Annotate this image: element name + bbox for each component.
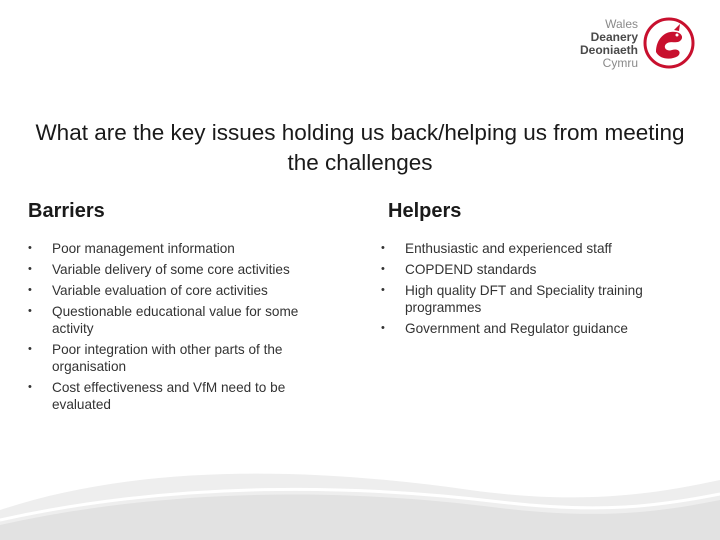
list-item — [381, 320, 681, 337]
barriers-list — [28, 240, 328, 417]
list-item — [381, 261, 681, 278]
bullet: • — [28, 284, 32, 296]
list-item — [381, 282, 681, 316]
list-item — [28, 240, 328, 257]
list-item-text: Enthusiastic and experienced staff — [405, 241, 612, 256]
dragon-icon — [642, 16, 696, 70]
bullet: • — [28, 242, 32, 254]
logo-line-cymru: Cymru — [602, 56, 638, 70]
bullet: • — [381, 284, 385, 296]
logo-line-deanery: Deanery — [590, 30, 638, 44]
list-item-text: Variable delivery of some core activities — [52, 262, 290, 277]
list-item — [28, 379, 328, 413]
bullet: • — [28, 343, 32, 355]
list-item — [381, 240, 681, 257]
logo-line-wales: Wales — [605, 17, 638, 31]
bullet: • — [381, 322, 385, 334]
list-item-text: Variable evaluation of core activities — [52, 283, 268, 298]
list-item-text: Government and Regulator guidance — [405, 321, 628, 336]
list-item-text: High quality DFT and Speciality training programmes — [405, 283, 643, 315]
list-item-text: Poor management information — [52, 241, 235, 256]
helpers-list — [381, 240, 681, 341]
bullet: • — [381, 242, 385, 254]
bullet: • — [28, 305, 32, 317]
list-item — [28, 341, 328, 375]
list-item-text: COPDEND standards — [405, 262, 537, 277]
list-item-text: Cost effectiveness and VfM need to be evaluated — [52, 380, 286, 412]
bullet: • — [381, 263, 385, 275]
decorative-wave — [0, 450, 720, 540]
list-item-text: Poor integration with other parts of the organisation — [52, 342, 283, 374]
wales-deanery-logo — [566, 14, 696, 76]
logo-line-deoniaeth: Deoniaeth — [579, 43, 638, 57]
list-item-text: Questionable educational value for some activity — [52, 304, 299, 336]
bullet: • — [28, 381, 32, 393]
logo-text — [580, 18, 638, 70]
helpers-heading: Helpers — [388, 200, 462, 222]
barriers-heading: Barriers — [28, 200, 105, 222]
list-item — [28, 261, 328, 278]
list-item — [28, 282, 328, 299]
list-item — [28, 303, 328, 337]
bullet: • — [28, 263, 32, 275]
slide-title: What are the key issues holding us back/helping us from meeting the challenges — [35, 120, 685, 175]
